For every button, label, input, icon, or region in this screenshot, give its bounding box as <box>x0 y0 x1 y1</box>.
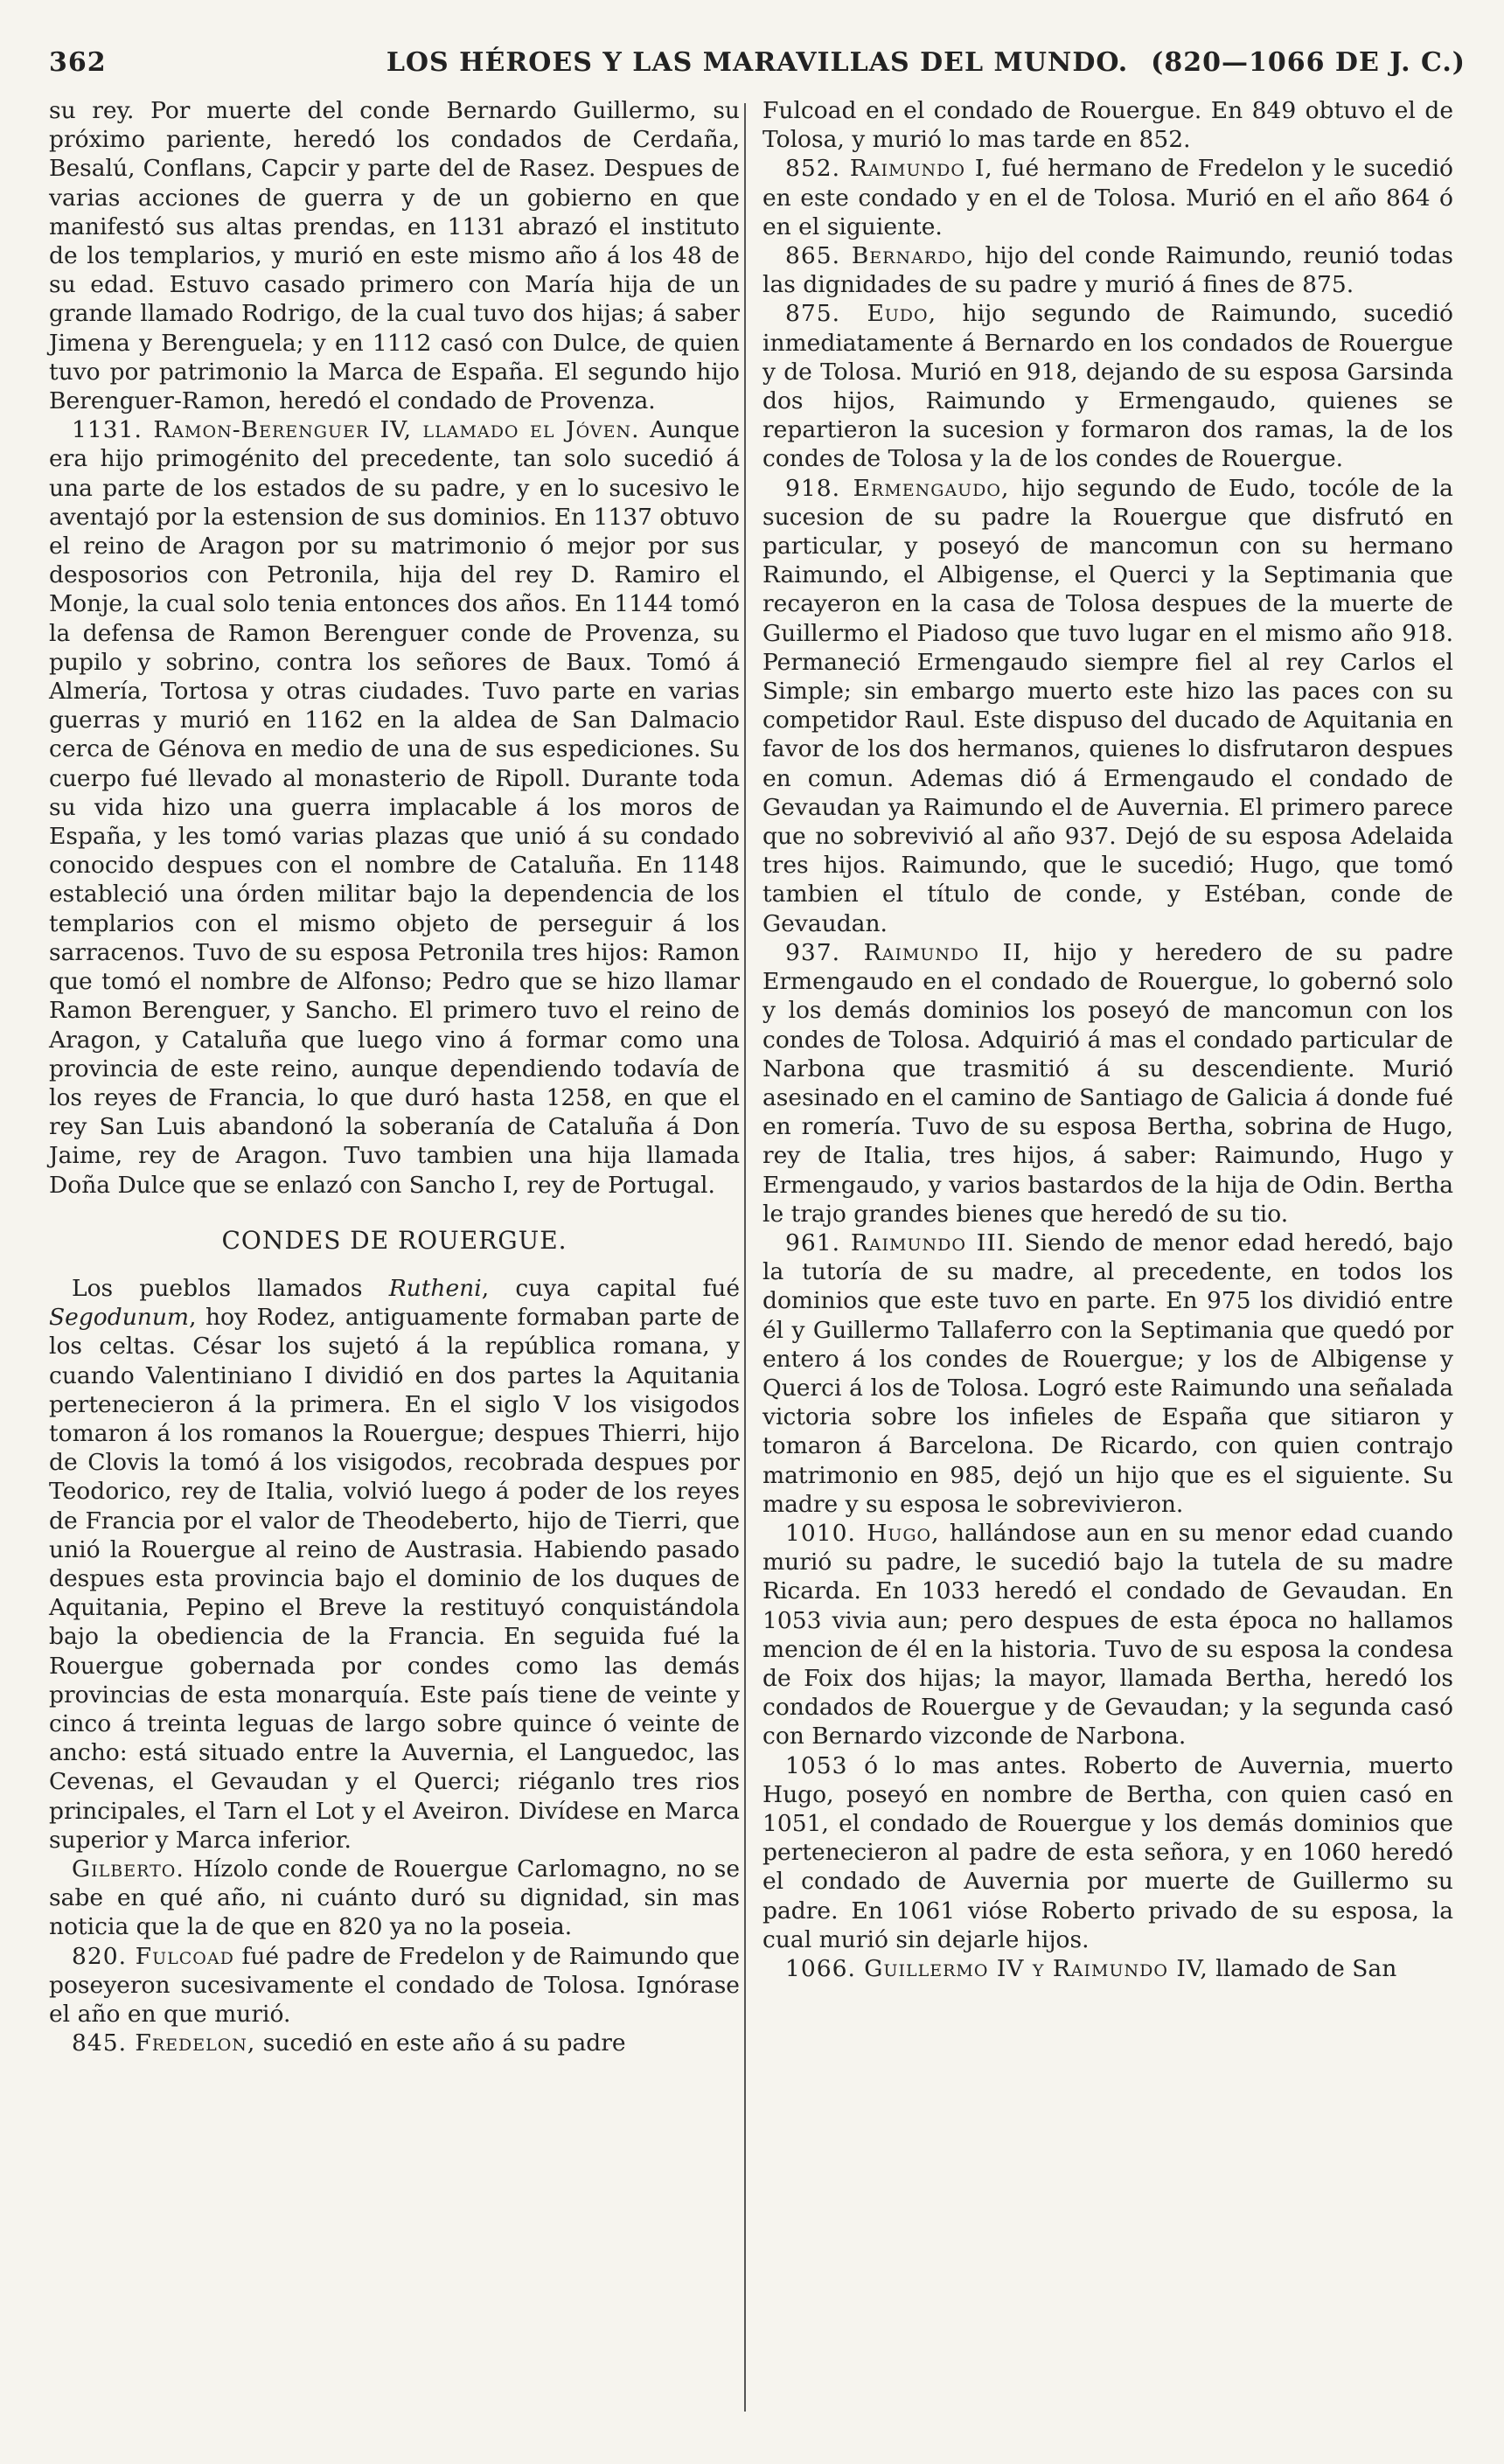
text-run: Los pueblos llamados <box>72 1274 389 1302</box>
entry-raimundo-iii <box>762 1229 1453 1519</box>
entry-text: hijo segundo de Raimundo, sucedió inmediatamente á Bernardo en los condados de Rouergue y de Tolosa. Murió en 918, dejando de su esposa Garsinda dos hijos, Raimundo y Ermengaudo, quienes se repartieron la sucesion y formaron dos ramas, la de los condes de Tolosa y la de los condes de Rouergue. <box>762 300 1453 473</box>
entry-text: hijo segundo de Eudo, tocóle de la sucesion de su padre la Rouergue que disfrutó en particular, y poseyó de mancomun con su hermano Raimundo, el Albigense, el Querci y la Septimania que recayeron en la casa de Tolosa despues de la muerte de Guillermo el Piadoso que tuvo lugar en el mismo año 918. Permaneció Ermengaudo siempre fiel al rey Carlos el Simple; sin embargo muerto este hizo las paces con su competidor Raul. Este dispuso del ducado de Aquitania en favor de los dos hermanos, quienes lo disfrutaron despues en comun. Ademas dió á Ermengaudo el condado de Gevaudan ya Raimundo el de Auvernia. El primero parece que no sobrevivió al año 937. Dejó de su esposa Adelaida tres hijos. Raimundo, que le sucedió; Hugo, que tomó tambien el título de conde, y Estéban, conde de Gevaudan. <box>762 474 1453 937</box>
entry-text: fué hermano de Fredelon y le sucedió en este condado y en el de Tolosa. Murió en el año 864 ó en el siguiente. <box>762 155 1453 240</box>
entry-heading: 820. Fulcoad <box>72 1942 234 1970</box>
entry-text: llamado de San <box>1208 1955 1397 1982</box>
paragraph: su rey. Por muerte del conde Bernardo Guillermo, su próximo pariente, heredó los condados de Cerdaña, Besalú, Conflans, Capcir y parte del de Rasez. Despues de varias acciones de guerra y de un gobierno en que manifestó sus altas prendas, en 1131 abrazó el instituto de los templarios, y murió en este mismo año á los 48 de su edad. Estuvo casado primero con María hija de un grande llamado Rodrigo, de la cual tuvo dos hijas; á saber Jimena y Berenguela; y en 1112 casó con Dulce, de quien tuvo por patrimonio la Marca de España. El segundo hijo Berenguer-Ramon, heredó el condado de Provenza. <box>49 97 740 415</box>
entry-eudo <box>762 299 1453 473</box>
entry-text: Siendo de menor edad heredó, bajo la tutoría de su madre, al precedente, en todos los dominios que este tuvo en parte. En 975 los dividió entre él y Guillermo Tallaferro con la Septimania que quedó por entero á los condes de Rouergue; y los de Albigense y Querci á los de Tolosa. Logró este Raimundo una señalada victoria sobre los infieles de España que sitiaron y tomaron á Barcelona. De Ricardo, con quien contrajo matrimonio en 985, dejó un hijo que es el siguiente. Su madre y su esposa le sobrevivieron. <box>762 1229 1453 1518</box>
running-title: LOS HÉROES Y LAS MARAVILLAS DEL MUNDO. <box>386 47 1129 78</box>
entry-text: sucedió en este año á su padre <box>255 2029 626 2057</box>
entry-text: hijo del conde Raimundo, reunió todas las dignidades de su padre y murió á fines de 875. <box>762 242 1453 299</box>
entry-heading: Gilberto. <box>72 1855 185 1883</box>
entry-roberto <box>762 1751 1453 1954</box>
italic-term: Rutheni <box>388 1274 482 1302</box>
entry-heading: 918. Ermengaudo, <box>785 474 1010 502</box>
entry-text: Hízolo conde de Rouergue Carlomagno, no se sabe en qué año, ni cuánto duró su dignidad, sin mas noticia que la de que en 820 ya no la poseia. <box>49 1855 740 1941</box>
entry-text: hijo y heredero de su padre Ermengaudo en el condado de Rouergue, lo gobernó solo y los demás dominios los poseyó de mancomun con los condes de Tolosa. Adquirió á mas el condado particular de Narbona que trasmitió á su descendiente. Murió asesinado en el camino de Santiago de Galicia á donde fué en romería. Tuvo de su esposa Bertha, sobrina de Hugo, rey de Italia, tres hijos, á saber: Raimundo, Hugo y Ermengaudo, y varios bastardos de la hija de Odin. Bertha le trajo grandes bienes que heredó de su tio. <box>762 938 1454 1228</box>
entry-heading: 875. Eudo, <box>785 300 937 328</box>
entry-hugo <box>762 1519 1453 1751</box>
entry-raimundo-i <box>762 154 1453 241</box>
column-divider <box>744 103 746 2412</box>
entry-heading: 1131. Ramon-Berenguer IV, llamado el Jóven. <box>72 416 640 444</box>
entry-guillermo-iv <box>762 1954 1453 1983</box>
right-column <box>762 96 1453 1983</box>
entry-heading: 937. Raimundo II, <box>785 938 1031 966</box>
entry-heading: 852. Raimundo I, <box>785 155 993 183</box>
entry-heading: 1010. Hugo, <box>785 1519 940 1547</box>
entry-heading: 845. Fredelon, <box>72 2029 256 2057</box>
entry-text: fué padre de Fredelon y de Raimundo que poseyeron sucesivamente el condado de Tolosa. Ignórase el año en que murió. <box>49 1942 741 2028</box>
paragraph-intro-rouergue <box>49 1274 740 1855</box>
entry-raimundo-ii <box>762 938 1453 1229</box>
left-column <box>49 96 740 2057</box>
entry-bernardo <box>762 241 1453 299</box>
entry-heading: 961. Raimundo III. <box>785 1229 1015 1256</box>
entry-heading: 1066. Guillermo IV y Raimundo IV, <box>785 1955 1208 1982</box>
page-header <box>49 47 1466 89</box>
entry-fulcoad <box>49 1942 740 2029</box>
entry-text: Aunque era hijo primogénito del precedente, tan solo sucedió á una parte de los estados de su padre, y en lo sucesivo le aventajó por la estension de sus dominios. En 1137 obtuvo el reino de Aragon por su matrimonio ó mejor por sus desposorios con Petronila, hija del rey D. Ramiro el Monje, la cual solo tenia entonces dos años. En 1144 tomó la defensa de Ramon Berenguer conde de Provenza, su pupilo y sobrino, contra los señores de Baux. Tomó á Almería, Tortosa y otras ciudades. Tuvo parte en varias guerras y murió en 1162 en la aldea de San Dalmacio cerca de Génova en medio de una de sus espediciones. Su cuerpo fué llevado al monasterio de Ripoll. Durante toda su vida hizo una guerra implacable á los moros de España, y les tomó varias plazas que unió á su condado conocido despues con el nombre de Cataluña. En 1148 estableció una órden militar bajo la dependencia de los templarios con el mismo objeto de perseguir á los sarracenos. Tuvo de su esposa Petronila tres hijos: Ramon que tomó el nombre de Alfonso; Pedro que se hizo llamar Ramon Berenguer, y Sancho. El primero tuvo el reino de Aragon, y Cataluña que luego vino á formar como una provincia de este reino, aunque dependiendo todavía de los reyes de Francia, lo que duró hasta 1258, en que el rey San Luis abandonó la soberanía de Cataluña á Don Jaime, rey de Aragon. Tuvo tambien una hija llamada Doña Dulce que se enlazó con Sancho I, rey de Portugal. <box>49 416 740 1199</box>
date-range: (820—1066 DE J. C.) <box>1151 47 1466 78</box>
entry-fredelon <box>49 2029 740 2057</box>
entry-ermengaudo <box>762 474 1453 938</box>
entry-text: ó lo mas antes. Roberto de Auvernia, muerto Hugo, poseyó en nombre de Bertha, con quien casó en 1051, el condado de Rouergue y los demás dominios que pertenecieron al padre de esta señora, y en 1060 heredó el condado de Auvernia por muerte de Guillermo su padre. En 1061 vióse Roberto privado de su esposa, la cual murió sin dejarle hijos. <box>762 1751 1453 1953</box>
section-title: CONDES DE ROUERGUE. <box>221 1225 567 1255</box>
entry-ramon-berenguer-iv <box>49 415 740 1199</box>
paragraph: Fulcoad en el condado de Rouergue. En 849 obtuvo el de Tolosa, y murió lo mas tarde en 852. <box>762 97 1453 154</box>
entry-heading: 865. Bernardo, <box>785 242 975 270</box>
italic-term: Segodunum <box>49 1304 190 1332</box>
entry-heading: 1053 <box>785 1751 848 1779</box>
page-number: 362 <box>49 47 107 78</box>
text-run: , hoy Rodez, antiguamente formaban parte de los celtas. César los sujetó á la república romana, y cuando Valentiniano I dividió en dos partes la Aquitania pertenecieron á la primera. En el siglo V los visigodos tomaron á los romanos la Rouergue; despues Thierri, hijo de Clovis la tomó á los visigodos, recobrada despues por Teodorico, rey de Italia, volvió luego á poder de los reyes de Francia por el valor de Theodeberto, hijo de Tierri, que unió la Rouergue al reino de Austrasia. Habiendo pasado despues esta provincia bajo el dominio de los duques de Aquitania, Pepino el Breve la restituyó conquistándola bajo la obediencia de la Francia. En seguida fué la Rouergue gobernada por condes como las demás provincias de esta monarquía. Este país tiene de veinte y cinco á treinta leguas de largo sobre quince ó veinte de ancho: está situado entre la Auvernia, el Languedoc, las Cevenas, el Gevaudan y el Querci; riéganlo tres rios principales, el Tarn el Lot y el Aveiron. Divídese en Marca superior y Marca inferior. <box>49 1304 740 1854</box>
entry-gilberto <box>49 1855 740 1942</box>
text-run: , cuya capital fué <box>481 1274 741 1302</box>
entry-text: hallándose aun en su menor edad cuando murió su padre, le sucedió bajo la tutela de su madre Ricarda. En 1033 heredó el condado de Gevaudan. En 1053 vivia aun; pero despues de esta época no hallamos mencion de él en la historia. Tuvo de su esposa la condesa de Foix dos hijas; la mayor, llamada Bertha, heredó los condados de Rouergue y de Gevaudan; y la segunda casó con Bernardo vizconde de Narbona. <box>762 1519 1453 1751</box>
